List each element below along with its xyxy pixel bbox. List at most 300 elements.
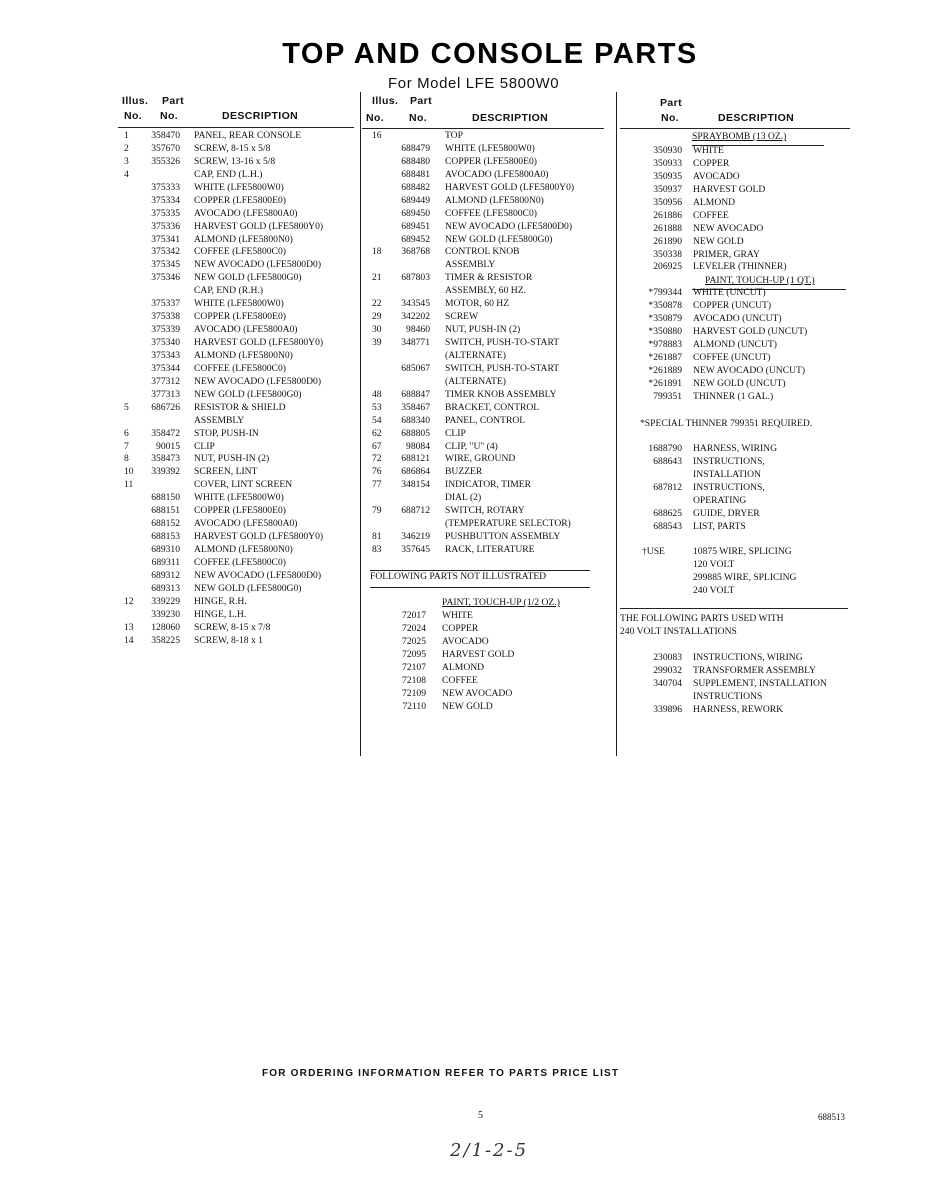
part-number: 72110: [402, 700, 426, 712]
part-number: 358473: [151, 453, 180, 465]
table-row: [620, 223, 860, 236]
part-number: 686726: [151, 401, 180, 413]
table-row: [122, 221, 357, 234]
part-number: 375333: [151, 181, 180, 193]
table-row: [370, 337, 610, 350]
part-number: 688643: [653, 455, 682, 467]
part-number: 350338: [653, 248, 682, 260]
column-divider: [360, 92, 361, 756]
part-number: 688121: [401, 453, 430, 465]
no-header: No.: [160, 110, 179, 122]
part-number: 72025: [402, 635, 426, 647]
part-number: 358470: [151, 130, 180, 141]
table-row: [122, 285, 357, 298]
not-illustrated-heading: FOLLOWING PARTS NOT ILLUSTRATED: [370, 571, 547, 582]
part-description: NEW AVOCADO: [693, 222, 764, 234]
table-row: [370, 492, 610, 505]
part-number: 261888: [653, 222, 682, 234]
part-description: SCREW, 8-18 x 1: [194, 634, 263, 646]
part-description: COFFEE: [693, 209, 729, 221]
illus-number: 72: [372, 453, 382, 465]
table-row: [122, 311, 357, 324]
table-row: [122, 415, 357, 428]
part-number: †USE: [642, 546, 665, 557]
table-row: [370, 389, 610, 402]
table-row: [122, 350, 357, 363]
table-row: [370, 363, 610, 376]
part-number: 688480: [401, 155, 430, 167]
part-description: NEW AVOCADO (LFE5800D0): [194, 259, 322, 271]
description-header: DESCRIPTION: [718, 112, 795, 124]
illus-number: 53: [372, 401, 382, 413]
table-row: [122, 195, 357, 208]
illus-number: 11: [124, 479, 134, 491]
table-row: [370, 636, 610, 649]
table-row: [370, 156, 610, 169]
model-subtitle: For Model LFE 5800W0: [388, 75, 560, 92]
part-description: SWITCH, ROTARY: [445, 505, 525, 517]
part-description: STOP, PUSH-IN: [194, 427, 259, 439]
table-row: [122, 492, 357, 505]
part-number: 686864: [401, 466, 430, 478]
illus-number: 4: [124, 168, 129, 180]
part-number: 339896: [653, 703, 682, 715]
table-row: [122, 143, 357, 156]
table-row: [620, 508, 860, 521]
table-row: [620, 585, 860, 598]
table-row: [122, 130, 357, 143]
table-row: [370, 169, 610, 182]
splicing-wire-list: [620, 546, 860, 598]
table-row: [370, 182, 610, 195]
part-description: WHITE (LFE5800W0): [194, 181, 284, 193]
part-number: 299032: [653, 664, 682, 676]
table-row: [370, 505, 610, 518]
handwritten-note: 2/1-2-5: [450, 1140, 529, 1161]
table-row: [370, 531, 610, 544]
table-row: [370, 623, 610, 636]
document-number: 688513: [818, 1112, 845, 1122]
part-description: HARVEST GOLD: [693, 183, 766, 195]
part-header: Part: [162, 95, 185, 107]
part-description: AVOCADO (LFE5800A0): [194, 207, 298, 219]
part-description: NEW AVOCADO (LFE5800D0): [194, 569, 322, 581]
table-row: [122, 583, 357, 596]
illus-number: 8: [124, 453, 129, 465]
table-row: [620, 391, 860, 404]
part-description: (ALTERNATE): [445, 349, 506, 361]
table-row: [122, 389, 357, 402]
table-row: [122, 557, 357, 570]
part-description: DIAL (2): [445, 492, 482, 504]
table-row: [620, 378, 860, 391]
table-row: [370, 195, 610, 208]
table-row: [122, 428, 357, 441]
table-row: [620, 352, 860, 365]
volt-240-heading-2: 240 VOLT INSTALLATIONS: [620, 626, 737, 637]
part-number: 689451: [401, 220, 430, 232]
part-description: ASSEMBLY: [194, 414, 245, 426]
table-row: [122, 596, 357, 609]
illus-number: 79: [372, 505, 382, 517]
table-row: [370, 428, 610, 441]
illus-number: 7: [124, 440, 129, 452]
part-number: 689313: [151, 582, 180, 594]
part-description: CLIP, "U" (4): [445, 440, 498, 452]
illus-number: 12: [124, 595, 134, 607]
part-description: INSTRUCTIONS, WIRING: [693, 652, 803, 663]
part-number: 375341: [151, 233, 180, 245]
part-description: SCREW: [445, 311, 479, 323]
table-row: [370, 453, 610, 466]
table-row: [122, 156, 357, 169]
parts-table-2: [370, 130, 610, 557]
part-description: HARVEST GOLD (LFE5800Y0): [194, 220, 324, 232]
part-description: 120 VOLT: [693, 558, 735, 570]
part-description: INSTRUCTIONS: [693, 690, 763, 702]
part-number: 689449: [401, 194, 430, 206]
part-number: 689452: [401, 233, 430, 245]
section-rule: [370, 587, 590, 588]
table-row: [620, 287, 860, 300]
table-row: [370, 415, 610, 428]
part-number: 799351: [653, 390, 682, 402]
part-description: INSTRUCTIONS,: [693, 481, 765, 493]
table-row: [122, 518, 357, 531]
table-row: [122, 272, 357, 285]
part-description: BUZZER: [445, 466, 483, 478]
part-header: Part: [410, 95, 433, 107]
illus-number: 3: [124, 155, 129, 167]
table-row: [370, 649, 610, 662]
part-number: 342202: [401, 311, 430, 323]
table-row: [620, 652, 860, 665]
table-row: [122, 324, 357, 337]
part-description: NEW GOLD (LFE5800G0): [445, 233, 553, 245]
illus-number: 10: [124, 466, 134, 478]
part-description: COFFEE (LFE5800C0): [194, 246, 286, 258]
part-description: SWITCH, PUSH-TO-START: [445, 337, 560, 348]
table-row: [620, 665, 860, 678]
parts-table-1: [122, 130, 357, 648]
table-row: [620, 313, 860, 326]
part-number: 688152: [151, 518, 180, 530]
table-row: [620, 249, 860, 262]
part-description: COPPER: [442, 622, 479, 634]
illus-number: 48: [372, 388, 382, 400]
part-number: 72107: [402, 661, 426, 673]
part-description: 10875 WIRE, SPLICING: [693, 546, 792, 557]
table-row: [620, 559, 860, 572]
ordering-footer: FOR ORDERING INFORMATION REFER TO PARTS PRICE LIST: [262, 1068, 620, 1079]
part-number: 688482: [401, 181, 430, 193]
part-description: WHITE (UNCUT): [693, 287, 766, 298]
illus-number: 16: [372, 130, 382, 141]
volt-240-list: [620, 652, 860, 717]
paint-quart-heading: PAINT, TOUCH-UP (1 QT.): [705, 275, 815, 286]
part-number: *261887: [648, 351, 682, 363]
part-number: *799344: [648, 287, 682, 298]
table-row: [370, 208, 610, 221]
part-description: SCREW, 13-16 x 5/8: [194, 155, 276, 167]
part-description: AVOCADO (LFE5800A0): [194, 518, 298, 530]
part-number: 339230: [151, 608, 180, 620]
illus-number: 39: [372, 337, 382, 348]
table-row: [122, 169, 357, 182]
header-rule: [362, 128, 604, 129]
part-description: 240 VOLT: [693, 584, 735, 596]
part-description: MOTOR, 60 HZ: [445, 298, 510, 310]
table-row: [370, 402, 610, 415]
part-description: PANEL, REAR CONSOLE: [194, 130, 302, 141]
illus-number: 1: [124, 130, 129, 141]
part-description: HARNESS, REWORK: [693, 703, 784, 715]
part-description: COPPER (LFE5800E0): [194, 311, 286, 323]
table-row: [370, 298, 610, 311]
table-row: [620, 184, 860, 197]
illus-header: Illus.: [372, 95, 399, 107]
part-description: INDICATOR, TIMER: [445, 479, 531, 491]
table-row: [370, 272, 610, 285]
part-number: 261890: [653, 235, 682, 247]
part-number: 72108: [402, 674, 426, 686]
table-row: [620, 521, 860, 534]
table-row: [620, 365, 860, 378]
part-number: 261886: [653, 209, 682, 221]
part-description: ALMOND: [693, 196, 736, 208]
illus-number: 14: [124, 634, 134, 646]
part-number: 377313: [151, 388, 180, 400]
part-description: NEW GOLD: [442, 700, 493, 712]
part-number: 687812: [653, 481, 682, 493]
no-header: No.: [366, 112, 385, 124]
header-rule: [118, 127, 354, 128]
part-description: NEW AVOCADO (LFE5800D0): [445, 220, 573, 232]
part-description: BRACKET, CONTROL: [445, 401, 540, 413]
part-number: 375342: [151, 246, 180, 258]
part-number: 375334: [151, 194, 180, 206]
part-description: COPPER (LFE5800E0): [194, 194, 286, 206]
part-number: 339392: [151, 466, 180, 478]
part-number: 72109: [402, 687, 426, 699]
part-description: HARVEST GOLD (LFE5800Y0): [194, 531, 324, 543]
part-description: AVOCADO (UNCUT): [693, 312, 782, 324]
part-description: GUIDE, DRYER: [693, 507, 760, 519]
part-description: HARNESS, WIRING: [693, 443, 778, 454]
part-number: 688153: [151, 531, 180, 543]
illus-number: 29: [372, 311, 382, 323]
part-number: 375338: [151, 311, 180, 323]
part-description: TOP: [445, 130, 463, 141]
part-description: CONTROL KNOB: [445, 246, 520, 258]
part-description: WHITE: [442, 610, 473, 621]
table-row: [370, 376, 610, 389]
part-number: 357645: [401, 544, 430, 555]
table-row: [122, 635, 357, 648]
part-description: TIMER & RESISTOR: [445, 272, 533, 284]
table-row: [370, 259, 610, 272]
part-number: *350880: [648, 325, 682, 337]
part-description: SUPPLEMENT, INSTALLATION: [693, 677, 827, 689]
part-description: NEW GOLD (LFE5800G0): [194, 272, 302, 284]
table-row: [122, 402, 357, 415]
part-description: PRIMER, GRAY: [693, 248, 760, 260]
illus-number: 76: [372, 466, 382, 478]
part-description: CAP, END (R.H.): [194, 285, 264, 297]
special-thinner-note: *SPECIAL THINNER 799351 REQUIRED.: [640, 418, 813, 429]
part-description: COPPER: [693, 157, 730, 169]
part-number: 339229: [151, 595, 180, 607]
part-description: SCREW, 8-15 x 5/8: [194, 142, 271, 154]
part-number: 230083: [653, 652, 682, 663]
illus-number: 5: [124, 401, 129, 413]
illus-number: 6: [124, 427, 129, 439]
part-description: NEW GOLD (LFE5800G0): [194, 388, 302, 400]
part-description: NEW AVOCADO (LFE5800D0): [194, 375, 322, 387]
illus-number: 62: [372, 427, 382, 439]
part-number: 375335: [151, 207, 180, 219]
part-number: 358467: [401, 401, 430, 413]
part-number: 688625: [653, 507, 682, 519]
part-description: WHITE: [693, 145, 724, 156]
table-row: [370, 285, 610, 298]
part-description: COPPER (UNCUT): [693, 299, 772, 311]
part-number: 1688790: [648, 443, 682, 454]
part-number: 688543: [653, 520, 682, 532]
table-row: [122, 363, 357, 376]
part-description: AVOCADO (LFE5800A0): [194, 324, 298, 336]
illus-header: Illus.: [122, 95, 149, 107]
table-row: [370, 544, 610, 557]
part-number: 685067: [401, 362, 430, 374]
part-description: INSTALLATION: [693, 468, 761, 480]
part-number: 350956: [653, 196, 682, 208]
page-number: 5: [478, 1110, 483, 1121]
page-title: TOP AND CONSOLE PARTS: [282, 38, 698, 70]
table-row: [620, 482, 860, 495]
volt-240-heading-1: THE FOLLOWING PARTS USED WITH: [620, 613, 784, 624]
part-number: 375337: [151, 298, 180, 310]
part-number: 688481: [401, 168, 430, 180]
part-description: ASSEMBLY: [445, 259, 496, 271]
part-number: 689310: [151, 544, 180, 555]
part-description: WHITE (LFE5800W0): [194, 492, 284, 504]
part-description: CAP, END (L.H.): [194, 168, 263, 180]
part-description: (ALTERNATE): [445, 375, 506, 387]
table-row: [370, 246, 610, 259]
part-number: 357670: [151, 142, 180, 154]
part-number: 350935: [653, 170, 682, 182]
section-rule: [620, 608, 848, 609]
part-description: NEW AVOCADO (UNCUT): [693, 364, 806, 376]
illus-number: 67: [372, 440, 382, 452]
illus-number: 18: [372, 246, 382, 258]
part-description: THINNER (1 GAL.): [693, 390, 774, 402]
part-description: HARVEST GOLD (LFE5800Y0): [194, 337, 324, 348]
table-row: [370, 662, 610, 675]
part-number: 90015: [156, 440, 180, 452]
part-description: NEW GOLD (LFE5800G0): [194, 582, 302, 594]
table-row: [122, 505, 357, 518]
part-description: WHITE (LFE5800W0): [194, 298, 284, 310]
paint-quart-list: [620, 287, 860, 403]
table-row: [122, 466, 357, 479]
part-description: AVOCADO (LFE5800A0): [445, 168, 549, 180]
part-number: *350878: [648, 299, 682, 311]
part-number: 377312: [151, 375, 180, 387]
illus-number: 30: [372, 324, 382, 336]
table-row: [122, 479, 357, 492]
table-row: [122, 337, 357, 350]
table-row: [122, 259, 357, 272]
part-number: *261891: [648, 377, 682, 389]
part-number: 687803: [401, 272, 430, 284]
part-number: 688150: [151, 492, 180, 504]
part-header: Part: [660, 97, 683, 109]
part-number: 72024: [402, 622, 426, 634]
table-row: [620, 678, 860, 691]
part-description: HINGE, R.H.: [194, 595, 247, 607]
table-row: [122, 182, 357, 195]
table-row: [620, 339, 860, 352]
illus-number: 81: [372, 531, 382, 543]
table-row: [620, 443, 860, 456]
table-row: [122, 208, 357, 221]
part-description: COFFEE (UNCUT): [693, 351, 771, 363]
part-description: ALMOND: [442, 661, 485, 673]
part-number: 375343: [151, 349, 180, 361]
table-row: [370, 143, 610, 156]
table-row: [122, 544, 357, 557]
part-description: NEW AVOCADO: [442, 687, 513, 699]
part-number: 346219: [401, 531, 430, 543]
part-description: NUT, PUSH-IN (2): [445, 324, 521, 336]
table-row: [620, 456, 860, 469]
table-row: [620, 546, 860, 559]
part-number: 375345: [151, 259, 180, 271]
part-description: RACK, LITERATURE: [445, 544, 535, 555]
table-row: [122, 609, 357, 622]
part-number: 350933: [653, 157, 682, 169]
part-description: COVER, LINT SCREEN: [194, 479, 293, 491]
part-number: 348154: [401, 479, 430, 491]
table-row: [122, 376, 357, 389]
part-description: ALMOND (LFE5800N0): [445, 194, 544, 206]
part-description: COFFEE (LFE5800C0): [194, 556, 286, 568]
table-row: [620, 691, 860, 704]
table-row: [620, 210, 860, 223]
part-number: 688805: [401, 427, 430, 439]
part-description: COFFEE (LFE5800C0): [194, 362, 286, 374]
table-row: [122, 570, 357, 583]
description-header: DESCRIPTION: [222, 110, 299, 122]
illus-number: 21: [372, 272, 382, 284]
table-row: [620, 236, 860, 249]
no-header: No.: [124, 110, 143, 122]
table-row: [620, 158, 860, 171]
part-number: 343545: [401, 298, 430, 310]
illus-number: 77: [372, 479, 382, 491]
paint-list: [370, 610, 610, 714]
part-number: 368768: [401, 246, 430, 258]
part-description: (TEMPERATURE SELECTOR): [445, 518, 571, 530]
part-number: 355326: [151, 155, 180, 167]
part-description: COFFEE: [442, 674, 478, 686]
part-description: NEW GOLD (UNCUT): [693, 377, 786, 389]
part-number: 375346: [151, 272, 180, 284]
part-description: LEVELER (THINNER): [693, 261, 787, 273]
part-number: 358472: [151, 427, 180, 439]
